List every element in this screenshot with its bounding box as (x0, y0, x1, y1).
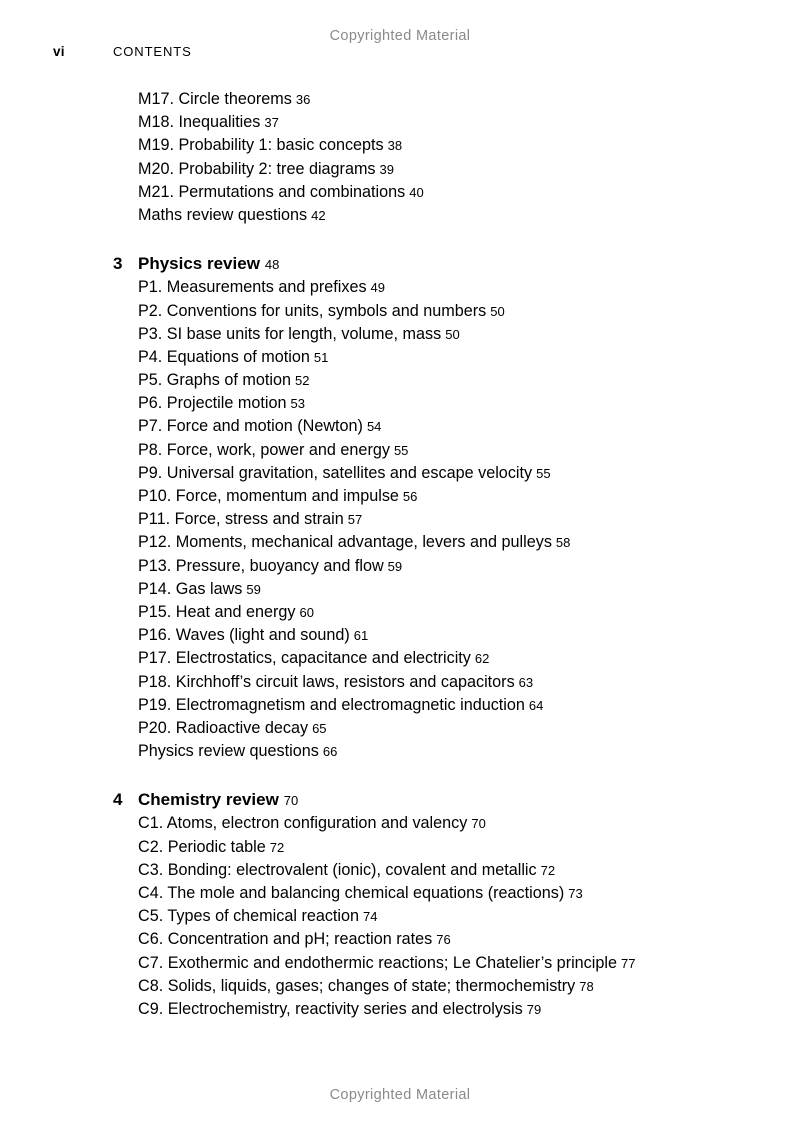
toc-entry-label: Physics review questions (138, 742, 319, 761)
toc-entry-page-number: 72 (269, 839, 285, 855)
toc-entry-label: P2. Conventions for units, symbols and numbers (138, 301, 487, 320)
toc-entry[interactable] (138, 111, 773, 134)
toc-entry[interactable] (138, 134, 773, 157)
copyright-watermark-top: Copyrighted Material (329, 28, 471, 44)
toc-entry-page-number: 51 (313, 349, 329, 365)
toc-entry[interactable] (138, 88, 773, 111)
toc-chapter-number: 3 (113, 254, 123, 274)
toc-entry[interactable] (138, 369, 773, 392)
toc-entry-label: Maths review questions (138, 205, 308, 224)
toc-chapter-page-number: 48 (264, 257, 280, 273)
toc-entry-label: M17. Circle theorems (138, 90, 292, 108)
toc-entry-label: C6. Concentration and pH; reaction rates (138, 930, 433, 949)
toc-entry-page-number: 57 (347, 512, 363, 528)
toc-entry[interactable] (138, 952, 773, 975)
toc-entry-page-number: 37 (264, 115, 279, 131)
toc-entry[interactable] (138, 859, 773, 882)
toc-entry[interactable] (138, 158, 773, 181)
toc-entry-page-number: 78 (579, 978, 594, 994)
toc-entry-page-number: 40 (409, 184, 424, 200)
toc-entry-label: C3. Bonding: electrovalent (ionic), covalent and metallic (138, 860, 537, 879)
toc-entry[interactable] (138, 717, 773, 740)
toc-entry-label: P4. Equations of motion (138, 347, 310, 366)
toc-entry-label: C5. Types of chemical reaction (138, 907, 360, 926)
toc-entry[interactable] (138, 300, 773, 323)
toc-entry-label: P17. Electrostatics, capacitance and electricity (138, 649, 471, 668)
toc-entry-label: C4. The mole and balancing chemical equations (reactions) (138, 884, 565, 902)
toc-entry[interactable] (138, 836, 773, 859)
toc-entry-label: C1. Atoms, electron configuration and valency (138, 814, 468, 833)
toc-entry-page-number: 66 (322, 744, 338, 760)
toc-entry-page-number: 77 (620, 955, 636, 971)
toc-entry-page-number: 70 (471, 816, 486, 832)
toc-entry-page-number: 55 (536, 465, 551, 481)
toc-entry[interactable] (138, 882, 773, 905)
toc-entry-label: P7. Force and motion (Newton) (138, 417, 363, 436)
toc-entry[interactable] (138, 204, 773, 227)
toc-entry-label: P6. Projectile motion (138, 394, 287, 413)
toc-entry-label: P5. Graphs of motion (138, 371, 291, 390)
toc-entry-page-number: 59 (246, 581, 261, 597)
toc-entry[interactable] (138, 671, 773, 694)
toc-chapter-section (113, 788, 773, 1021)
toc-chapter-title: Chemistry review (138, 790, 279, 810)
toc-entry-label: P14. Gas laws (138, 579, 243, 598)
toc-entry-label: M18. Inequalities (138, 113, 261, 132)
toc-entry-page-number: 56 (402, 489, 418, 504)
toc-entry-page-number: 42 (311, 207, 326, 223)
toc-entry[interactable] (138, 740, 773, 763)
toc-entry[interactable] (138, 531, 773, 554)
toc-entry[interactable] (138, 485, 773, 508)
toc-entry-page-number: 60 (299, 604, 314, 620)
toc-entry[interactable] (138, 392, 773, 415)
toc-entry-label: P11. Force, stress and strain (138, 510, 344, 529)
toc-entry-page-number: 61 (353, 628, 369, 644)
toc-entry-page-number: 53 (290, 396, 305, 412)
toc-entry-page-number: 55 (393, 442, 409, 458)
toc-entry-label: P20. Radioactive decay (138, 718, 309, 737)
toc-entry-label: P18. Kirchhoff’s circuit laws, resistors and capacitors (138, 672, 515, 691)
toc-chapter-page-number: 70 (283, 793, 299, 809)
toc-entry[interactable] (138, 415, 773, 438)
toc-entry[interactable] (138, 812, 773, 835)
toc-entry-label: P1. Measurements and prefixes (138, 278, 367, 297)
toc-entry-page-number: 74 (363, 909, 378, 925)
toc-entry[interactable] (138, 578, 773, 601)
toc-entry-page-number: 49 (370, 280, 386, 296)
toc-entry-page-number: 54 (366, 419, 382, 435)
toc-chapter-heading[interactable] (113, 788, 773, 811)
toc-entry-page-number: 50 (490, 303, 505, 319)
table-of-contents (113, 88, 773, 1021)
toc-entry-label: M19. Probability 1: basic concepts (138, 136, 384, 155)
toc-entry[interactable] (138, 694, 773, 717)
toc-entry-label: P10. Force, momentum and impulse (138, 487, 399, 505)
toc-entry[interactable] (138, 181, 773, 204)
toc-section-maths-continued (113, 88, 773, 227)
toc-entry-page-number: 38 (387, 138, 403, 154)
toc-entry[interactable] (138, 462, 773, 485)
toc-entry-label: M20. Probability 2: tree diagrams (138, 159, 376, 178)
toc-entry-page-number: 64 (528, 697, 544, 713)
toc-entry-page-number: 65 (312, 720, 327, 736)
toc-entry[interactable] (138, 905, 773, 928)
toc-entry-label: C8. Solids, liquids, gases; changes of state; thermochemistry (138, 976, 576, 995)
toc-entry-label: P3. SI base units for length, volume, mass (138, 324, 442, 343)
toc-entry[interactable] (138, 276, 773, 299)
toc-entry[interactable] (138, 998, 773, 1021)
toc-entry-page-number: 79 (526, 1001, 542, 1017)
toc-entry-page-number: 62 (474, 651, 490, 667)
toc-entry[interactable] (138, 601, 773, 624)
toc-entry-label: P8. Force, work, power and energy (138, 440, 390, 459)
toc-entry[interactable] (138, 439, 773, 462)
toc-entry-label: C2. Periodic table (138, 837, 266, 856)
toc-entry-label: P9. Universal gravitation, satellites and escape velocity (138, 463, 533, 482)
toc-entry-label: P16. Waves (light and sound) (138, 626, 350, 645)
running-head-label: CONTENTS (113, 44, 192, 59)
toc-entry-page-number: 58 (555, 535, 571, 551)
toc-chapter-heading[interactable] (113, 252, 773, 275)
toc-entry-page-number: 72 (540, 862, 556, 878)
toc-entry[interactable] (138, 346, 773, 369)
toc-entry-label: P12. Moments, mechanical advantage, levers and pulleys (138, 533, 552, 552)
toc-entry-page-number: 76 (436, 932, 451, 948)
toc-entry-page-number: 39 (379, 161, 394, 177)
toc-entry-page-number: 50 (445, 326, 460, 342)
toc-entry-page-number: 73 (568, 886, 583, 901)
copyright-watermark-bottom: Copyrighted Material (329, 1087, 471, 1103)
toc-chapter-number: 4 (113, 790, 123, 810)
toc-entry-page-number: 63 (518, 674, 534, 690)
toc-entry[interactable] (138, 928, 773, 951)
toc-entry[interactable] (138, 647, 773, 670)
toc-chapter-section (113, 252, 773, 763)
toc-entry[interactable] (138, 555, 773, 578)
toc-chapter-title: Physics review (138, 254, 260, 274)
toc-entry[interactable] (138, 624, 773, 647)
toc-entry[interactable] (138, 975, 773, 998)
toc-entry-page-number: 36 (295, 92, 311, 107)
toc-entry[interactable] (138, 508, 773, 531)
toc-entry-page-number: 52 (294, 373, 310, 389)
toc-entry-label: C9. Electrochemistry, reactivity series and electrolysis (138, 999, 523, 1018)
toc-entry-label: P13. Pressure, buoyancy and flow (138, 556, 384, 575)
toc-entry-label: C7. Exothermic and endothermic reactions; Le Chatelier’s principle (138, 953, 617, 972)
running-head (53, 44, 653, 62)
toc-entry-label: M21. Permutations and combinations (138, 182, 406, 201)
page-folio: vi (53, 44, 65, 59)
toc-entry[interactable] (138, 323, 773, 346)
toc-entry-label: P15. Heat and energy (138, 602, 296, 621)
toc-entry-label: P19. Electromagnetism and electromagnetic induction (138, 695, 525, 714)
toc-entry-page-number: 59 (387, 558, 403, 574)
